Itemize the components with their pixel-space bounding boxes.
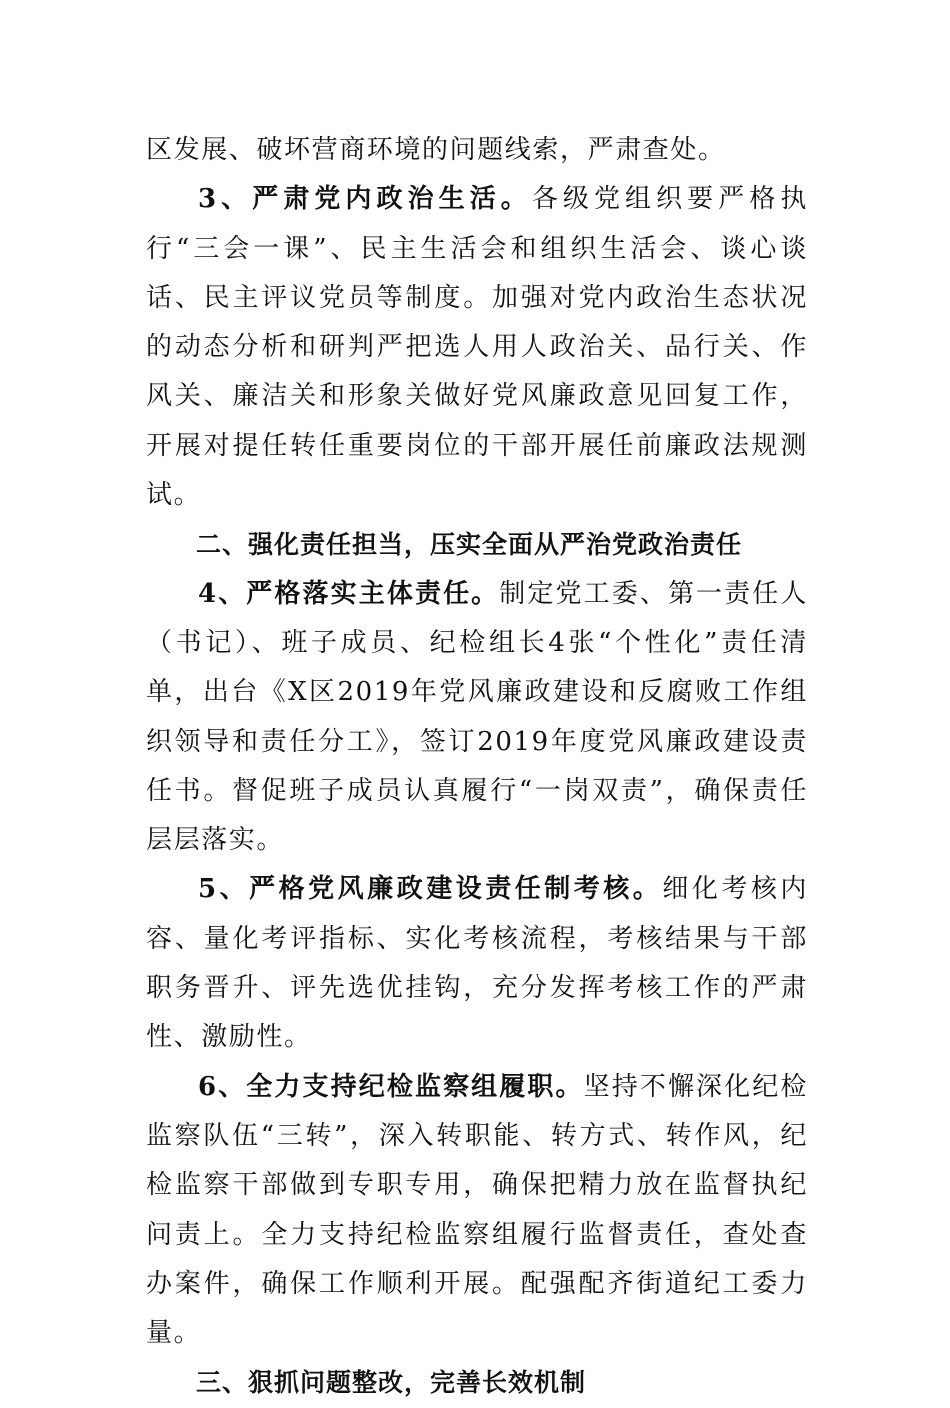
paragraph-text: 细化考核内容、量化考评指标、实化考核流程，考核结果与干部职务晋升、评先选优挂钩，充分发挥考核工作的严肃性、激励性。 [146,874,808,1053]
section-heading-3: 三、狠抓问题整改，完善长效机制 [196,1368,587,1398]
paragraph-lead: 3、严肃党内政治生活。 [198,184,532,215]
paragraph-item-3 [146,175,808,520]
section-heading-2: 二、强化责任担当，压实全面从严治党政治责任 [196,530,743,560]
paragraph-item-6 [146,1063,808,1359]
paragraph-text: 坚持不懈深化纪检监察队伍“三转”，深入转职能、转方式、转作风，纪检监察干部做到专职专用，确保把精力放在监督执纪问责上。全力支持纪检监察组履行监督责任，查处查办案件，确保工作顺利开展。配强配齐街道纪工委力量。 [146,1071,808,1349]
paragraph-lead: 6、全力支持纪检监察组履职。 [198,1071,584,1102]
paragraph-lead: 4、严格落实主体责任。 [198,578,500,609]
paragraph-text: 各级党组织要严格执行“三会一课”、民主生活会和组织生活会、谈心谈话、民主评议党员等制度。加强对党内政治生态状况的动态分析和研判严把选人用人政治关、品行关、作风关、廉洁关和形象关做好党风廉政意见回复工作，开展对提任转任重要岗位的干部开展任前廉政法规测试。 [146,184,808,511]
paragraph-item-4 [146,570,808,866]
paragraph-text: 区发展、破坏营商环境的问题线索，严肃查处。 [146,135,726,165]
paragraph-text: 制定党工委、第一责任人（书记）、班子成员、纪检组长4张“个性化”责任清单，出台《X区2019年党风廉政建设和反腐败工作组织领导和责任分工》，签订2019年度党风廉政建设责任书。督促班子成员认真履行“一岗双责”，确保责任层层落实。 [146,578,808,856]
document-body [146,126,808,1408]
paragraph-continuation [146,126,808,175]
paragraph-item-5 [146,865,808,1062]
paragraph-lead: 5、严格党风廉政建设责任制考核。 [198,874,663,905]
